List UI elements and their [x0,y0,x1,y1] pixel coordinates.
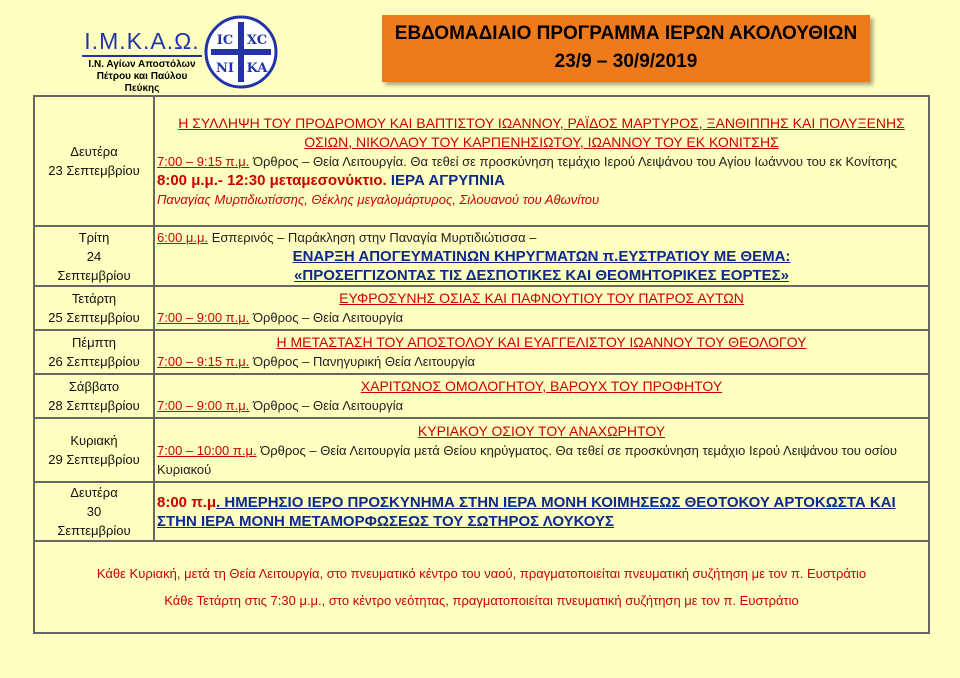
service-desc: Όρθρος – Θεία Λειτουργία [249,398,404,413]
emblem-text-tl: IC [216,33,234,48]
feast-title: Η ΣΥΛΛΗΨΗ ΤΟΥ ΠΡΟΔΡΟΜΟΥ ΚΑΙ ΒΑΠΤΙΣΤΟΥ ΙΩΑΝΝΟΥ, ΡΑΪΔΟΣ ΜΑΡΤΥΡΟΣ, ΞΑΝΘΙΠΠΗΣ ΚΑΙ ΠΟΛΥΞΕΝΗΣ ΟΣΙΩΝ, ΝΙΚΟΛΑΟΥ ΤΟΥ ΚΑΡΠΕΝΗΣΙΩΤΟΥ, ΙΩΑΝΝΟΥ ΤΟΥ ΕΚ ΚΟΝΙΤΣΗΣ [178,114,905,150]
service-desc: Εσπερινός – Παράκληση στην Παναγία Μυρτιδιώτισσα – [208,229,537,245]
table-row [34,96,929,226]
service-cell [154,96,929,226]
feast-title: ΕΥΦΡΟΣΥΝΗΣ ΟΣΙΑΣ ΚΑΙ ΠΑΦΝΟΥΤΙΟΥ ΤΟΥ ΠΑΤΡΟΣ ΑΥΤΩΝ [339,290,744,306]
day-date: 28 Σεπτεμβρίου [48,398,140,413]
page-title: ΕΒΔΟΜΑΔΙΑΙΟ ΠΡΟΓΡΑΜΜΑ ΙΕΡΩΝ ΑΚΟΛΟΥΘΙΩΝ [394,23,858,44]
day-name: Τετάρτη [71,291,117,306]
service-time: 7:00 – 10:00 π.μ. [157,442,257,458]
day-cell [34,330,154,374]
day-name: Κυριακή [70,433,118,448]
service-cell [154,418,929,482]
service-desc: Όρθρος – Πανηγυρική Θεία Λειτουργία [249,354,476,369]
day-date: 24 [86,248,102,264]
logo-divider [82,55,202,57]
sermon-title-1: ΕΝΑΡΞΗ ΑΠΟΓΕΥΜΑΤΙΝΩΝ ΚΗΡΥΓΜΑΤΩΝ π.ΕΥΣΤΡΑΤΙΟΥ ΜΕ ΘΕΜΑ: [292,247,791,265]
feast-title: ΧΑΡΙΤΩΝΟΣ ΟΜΟΛΟΓΗΤΟΥ, ΒΑΡΟΥΧ ΤΟΥ ΠΡΟΦΗΤΟΥ [360,378,723,394]
service-time: 8:00 π.μ [157,493,217,511]
vigil-saints: Παναγίας Μυρτιδιωτίσσης, Θέκλης μεγαλομάρτυρος, Σιλουανού του Αθωνίτου [157,191,600,207]
day-cell [34,286,154,330]
vigil-label: ΙΕΡΑ ΑΓΡΥΠΝΙΑ [386,171,505,189]
day-cell [34,226,154,286]
day-month: Σεπτεμβρίου [57,523,131,538]
table-row [34,418,929,482]
feast-title: ΚΥΡΙΑΚΟΥ ΟΣΙΟΥ ΤΟΥ ΑΝΑΧΩΡΗΤΟΥ [417,422,666,439]
table-row [34,482,929,541]
day-month: Σεπτεμβρίου [57,267,131,283]
service-cell [154,226,929,286]
logo-subtitle-3: Πεύκης [124,83,160,94]
table-row [34,374,929,418]
schedule-table [33,95,930,634]
footer-cell [34,541,929,633]
header-banner [382,15,870,82]
service-time: 7:00 – 9:00 π.μ. [157,310,250,325]
day-name: Πέμπτη [71,335,116,350]
day-cell [34,96,154,226]
emblem-text-bl: NI [216,61,234,76]
service-cell [154,374,929,418]
logo [82,28,202,95]
feast-title: Η ΜΕΤΑΣΤΑΣΗ ΤΟΥ ΑΠΟΣΤΟΛΟΥ ΚΑΙ ΕΥΑΓΓΕΛΙΣΤΟΥ ΙΩΑΝΝΟΥ ΤΟΥ ΘΕΟΛΟΓΟΥ [276,334,807,350]
day-name: Σάββατο [68,379,120,394]
sermon-title-2: «ΠΡΟΣΕΓΓΙΖΟΝΤΑΣ ΤΙΣ ΔΕΣΠΟΤΙΚΕΣ ΚΑΙ ΘΕΟΜΗΤΟΡΙΚΕΣ ΕΟΡΤΕΣ» [294,266,789,284]
footer-note-sunday: Κάθε Κυριακή, μετά τη Θεία Λειτουργία, στο πνευματικό κέντρο του ναού, πραγματοποιείται πνευματική συζήτηση με τον π. Ευστράτιο [96,566,867,581]
table-row [34,286,929,330]
table-row [34,330,929,374]
logo-subtitle-1: Ι.Ν. Αγίων Αποστόλων [88,59,196,70]
service-desc: Όρθρος – Θεία Λειτουργία μετά Θείου κηρύγματος. Θα τεθεί σε προσκύνηση τεμάχιο Ιερού Λειψάνου του οσίου Κυριακού [157,442,897,477]
service-time: 6:00 μ.μ. [157,229,209,245]
day-name: Τρίτη [78,229,110,245]
day-cell [34,418,154,482]
logo-subtitle-2: Πέτρου και Παύλου [96,71,188,82]
footer-note-wednesday: Κάθε Τετάρτη στις 7:30 μ.μ., στο κέντρο νεότητας, πραγματοποιείται πνευματική συζήτηση με τον π. Ευστράτιο [164,593,799,608]
day-date: 30 [86,504,102,519]
service-desc: Όρθρος – Θεία Λειτουργία. Θα τεθεί σε προσκύνηση τεμάχιο Ιερού Λειψάνου του Αγίου Ιωάννου του εκ Κονίτσης [249,153,898,169]
footer-row [34,541,929,633]
date-range: 23/9 – 30/9/2019 [554,51,698,72]
day-date: 23 Σεπτεμβρίου [48,163,140,178]
day-date: 26 Σεπτεμβρίου [48,354,140,369]
service-cell [154,330,929,374]
service-time: 7:00 – 9:00 π.μ. [157,398,250,413]
vigil-time: 8:00 μ.μ.- 12:30 μεταμεσονύκτιο. [157,171,387,189]
day-name: Δευτέρα [70,485,118,500]
service-desc: Όρθρος – Θεία Λειτουργία [249,310,404,325]
service-cell [154,482,929,541]
cross-emblem-icon [203,14,279,90]
service-time: 7:00 – 9:15 π.μ. [157,153,250,169]
emblem-text-br: KA [246,61,268,76]
day-name: Δευτέρα [70,144,118,159]
day-date: 25 Σεπτεμβρίου [48,310,140,325]
table-row [34,226,929,286]
service-cell [154,286,929,330]
day-date: 29 Σεπτεμβρίου [48,452,140,467]
emblem-text-tr: XC [246,33,268,48]
logo-title: Ι.Μ.Κ.Α.Ω. [84,28,200,54]
pilgrimage-desc: . ΗΜΕΡΗΣΙΟ ΙΕΡΟ ΠΡΟΣΚΥΝΗΜΑ ΣΤΗΝ ΙΕΡΑ ΜΟΝΗ ΚΟΙΜΗΣΕΩΣ ΘΕΟΤΟΚΟΥ ΑΡΤΟΚΩΣΤΑ ΚΑΙ ΣΤΗΝ ΙΕΡΑ ΜΟΝΗ ΜΕΤΑΜΟΡΦΩΣΕΩΣ ΤΟΥ ΣΩΤΗΡΟΣ ΛΟΥΚΟΥΣ [157,493,896,530]
day-cell [34,482,154,541]
service-time: 7:00 – 9:15 π.μ. [157,354,250,369]
day-cell [34,374,154,418]
